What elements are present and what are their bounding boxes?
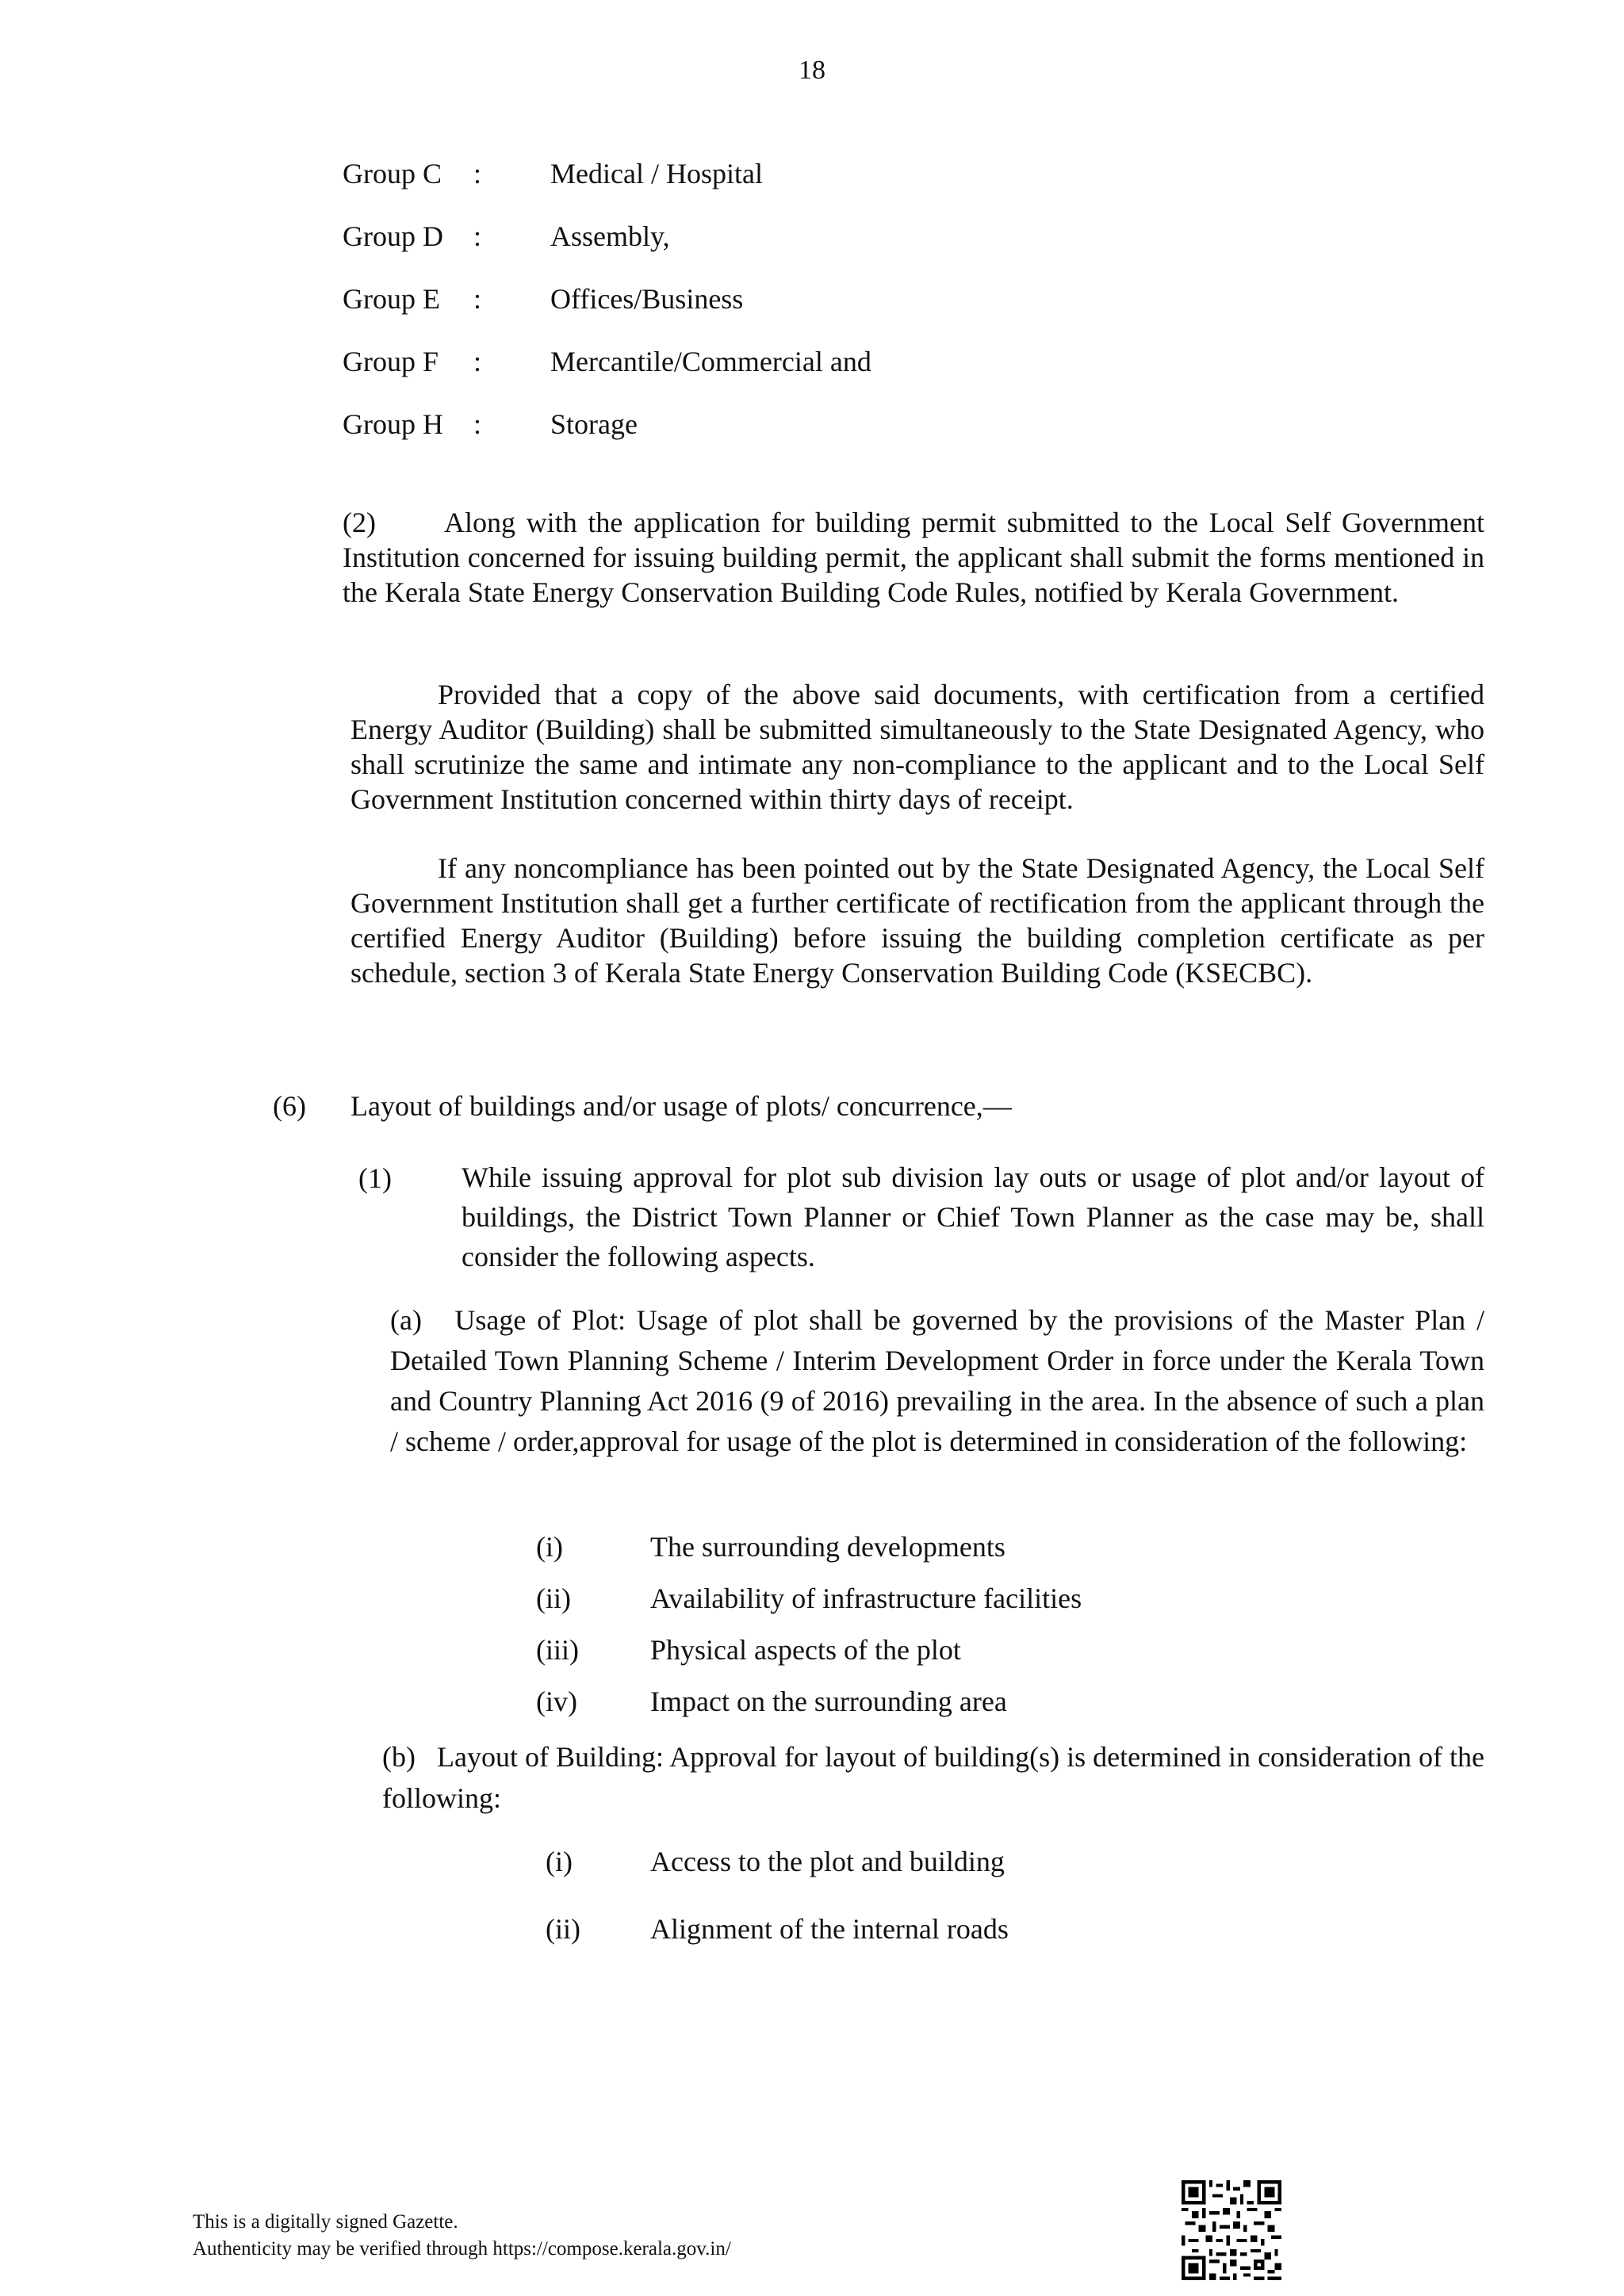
group-colon: : [473,408,481,440]
paragraph-text: Along with the application for building permit submitted to the Local Self Government Institution concerned for issuing building permit, the applicant shall submit the forms mentioned in the Kerala State Energy Conservation Building Code Rules, notified by Kerala Government. [343,507,1484,608]
group-colon: : [473,158,481,189]
section-6-marker: (6) [273,1090,306,1122]
group-label: Group D [343,220,443,252]
list-item-text: The surrounding developments [650,1531,1005,1563]
item-a-text: Usage of Plot: Usage of plot shall be governed by the provisions of the Master Plan / Detailed Town Planning Scheme / Interim Development Order in force under the Kerala Town and Country Planning Act 2016 (9 of 2016) prevailing in the area. In the absence of such a plan / scheme / order,approval for usage of the plot is determined in consideration of the following: [390,1304,1484,1457]
paragraph-marker: (2) [343,507,376,538]
footer-signed-note: This is a digitally signed Gazette. [193,2211,458,2233]
list-item-number: (ii) [546,1913,580,1945]
group-label: Group E [343,283,440,315]
list-item-number: (i) [546,1846,573,1877]
paragraph-2 [343,505,1484,610]
group-label: Group H [343,408,443,440]
group-colon: : [473,346,481,377]
group-value: Offices/Business [550,283,744,315]
subclause-1-marker: (1) [358,1162,392,1194]
list-item-text: Alignment of the internal roads [650,1913,1009,1945]
subclause-1-text: While issuing approval for plot sub division lay outs or usage of plot and/or layout of buildings, the District Town Planner or Chief Town Planner as the case may be, shall consider the following aspects. [462,1161,1484,1272]
item-b-text: Layout of Building: Approval for layout of building(s) is determined in consideration of the following: [382,1741,1485,1814]
item-b-marker: (b) [382,1741,416,1773]
proviso-2: If any noncompliance has been pointed out by the State Designated Agency, the Local Self Government Institution shall get a further certificate of rectification from the applicant through the certified Energy Auditor (Building) before issuing the building completion certificate as per schedule, section 3 of Kerala State Energy Conservation Building Code (KSECBC). [350,852,1484,989]
group-value: Medical / Hospital [550,158,763,189]
list-item-text: Access to the plot and building [650,1846,1005,1877]
item-b [382,1736,1484,1819]
item-a [390,1300,1484,1462]
group-value: Storage [550,408,638,440]
list-item-text: Availability of infrastructure facilities [650,1582,1082,1614]
list-item [536,1530,1329,1570]
list-item [546,1845,1339,1885]
qr-code-icon [1182,2180,1281,2280]
group-colon: : [473,220,481,252]
group-value: Assembly, [550,220,670,252]
footer-verification-link[interactable]: Authenticity may be verified through https://compose.kerala.gov.in/ [193,2238,731,2260]
section-6-heading: Layout of buildings and/or usage of plots/ concurrence,— [350,1090,1012,1122]
proviso-1: Provided that a copy of the above said documents, with certification from a certified Energy Auditor (Building) shall be submitted simultaneously to the State Designated Agency, who shall scrutinize the same and intimate any non-compliance to the applicant and to the Local Self Government Institution concerned within thirty days of receipt. [350,679,1484,815]
page-number: 18 [799,55,825,85]
list-item [536,1685,1329,1724]
list-item [536,1633,1329,1673]
list-item [536,1582,1329,1621]
list-item-text: Physical aspects of the plot [650,1634,961,1666]
list-item-number: (ii) [536,1582,571,1614]
list-item-text: Impact on the surrounding area [650,1686,1007,1717]
group-colon: : [473,283,481,315]
list-item-number: (i) [536,1531,563,1563]
list-item-number: (iii) [536,1634,579,1666]
item-a-marker: (a) [390,1304,422,1336]
list-item-number: (iv) [536,1686,577,1717]
group-label: Group C [343,158,442,189]
list-item [546,1912,1339,1952]
group-value: Mercantile/Commercial and [550,346,871,377]
group-label: Group F [343,346,439,377]
